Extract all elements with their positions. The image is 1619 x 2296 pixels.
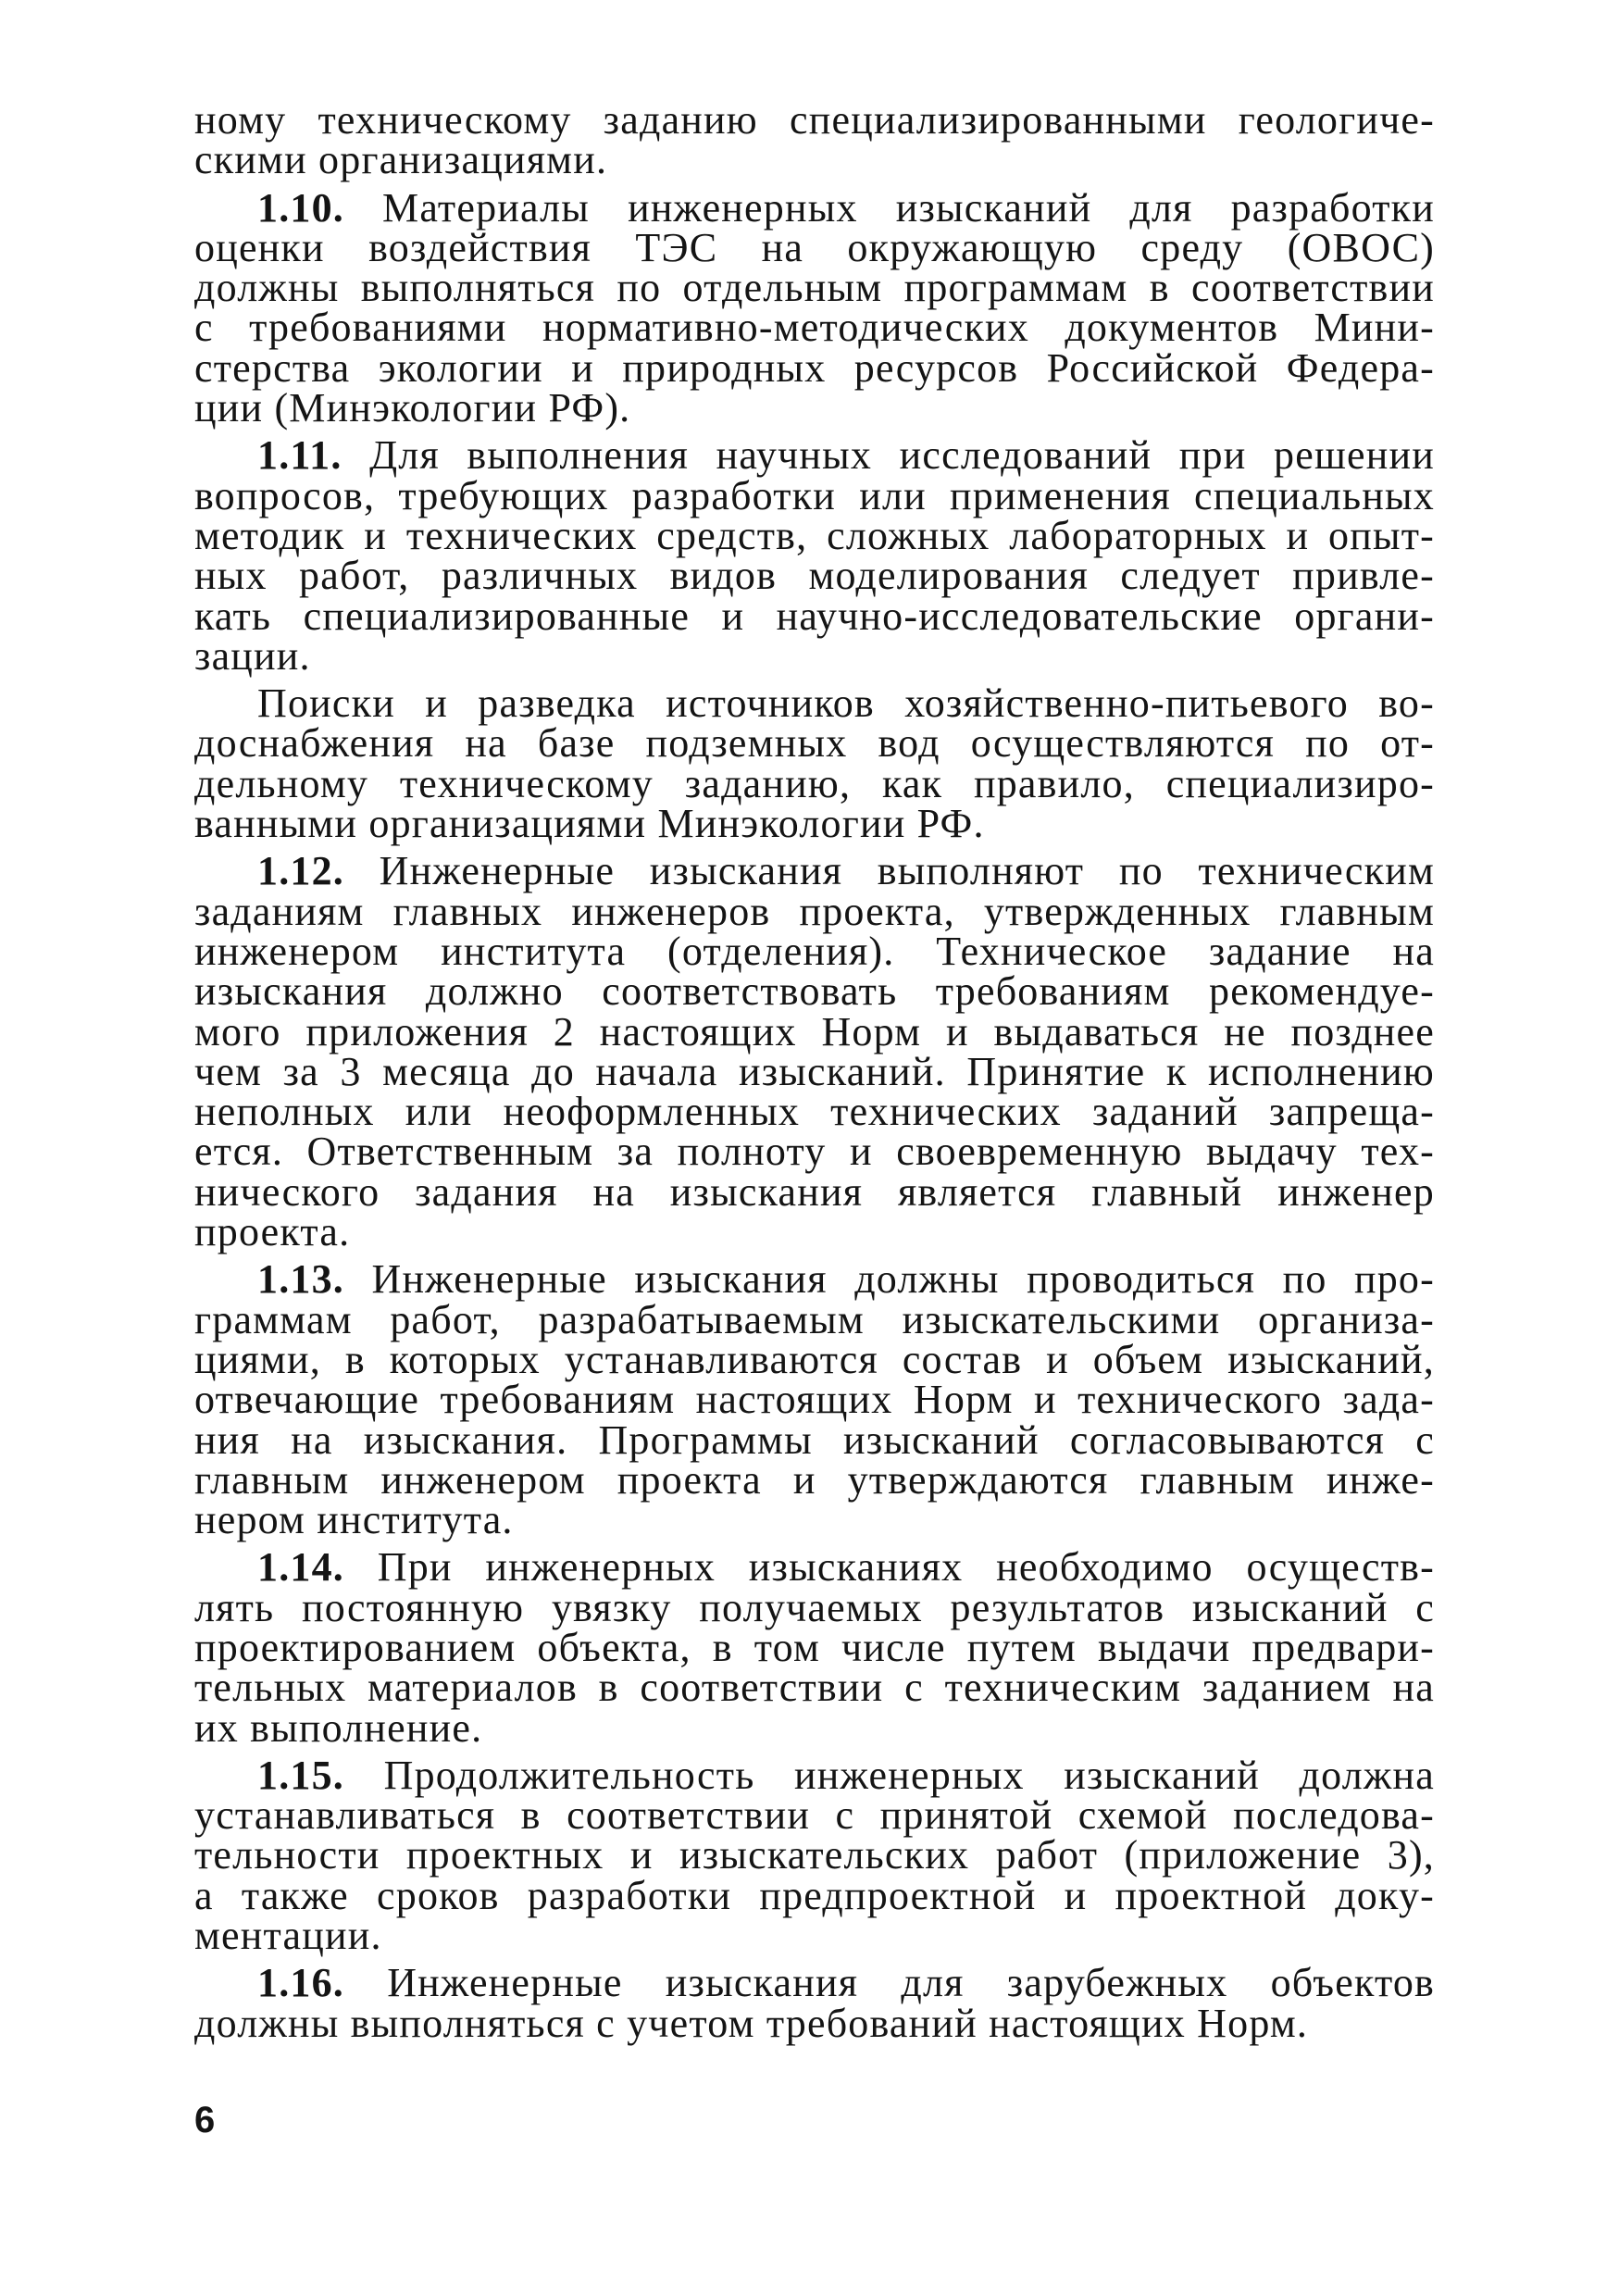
text-line: мого приложения 2 настоящих Норм и выдаваться не позднее: [194, 1008, 1435, 1054]
text-line: проекта.: [194, 1209, 351, 1255]
text-line: циями, в которых устанавливаются состав и объем изысканий,: [194, 1336, 1435, 1382]
text-line: оценки воздействия ТЭС на окружающую среду (ОВОС): [194, 224, 1435, 270]
text-line: ному техническому заданию специализированными геологиче-: [194, 97, 1435, 143]
text-line: нического задания на изыскания является главный инженер: [194, 1168, 1435, 1215]
paragraph-1-14: [194, 1544, 1435, 1751]
text-line: ментации.: [194, 1913, 382, 1959]
paragraph-1-13: [194, 1256, 1435, 1543]
text-line: 1.15. Продолжительность инженерных изысканий должна: [257, 1752, 1435, 1798]
text-line: Поиски и разведка источников хозяйственно-питьевого во-: [257, 680, 1435, 727]
text-line: доснабжения на базе подземных вод осуществляются по от-: [194, 720, 1435, 767]
text-line: зации.: [194, 632, 311, 679]
text-line: 1.16. Инженерные изыскания для зарубежных объектов: [257, 1960, 1435, 2006]
paragraph-number: 1.10.: [257, 184, 344, 231]
text-line: лять постоянную увязку получаемых результатов изысканий с: [194, 1584, 1435, 1630]
text-line: отвечающие требованиям настоящих Норм и технического зада-: [194, 1377, 1435, 1423]
paragraph-1-15: [194, 1752, 1435, 1959]
text-line: ется. Ответственным за полноту и своевременную выдачу тех-: [194, 1129, 1435, 1175]
text-line: инженером института (отделения). Техническое задание на: [194, 928, 1435, 974]
paragraph-number: 1.13.: [257, 1256, 344, 1303]
paragraph-number: 1.14.: [257, 1544, 344, 1591]
text-line: ванными организациями Минэкологии РФ.: [194, 801, 985, 847]
page-number: 6: [194, 2100, 216, 2140]
paragraph-continuation: [194, 97, 1435, 183]
paragraph-1-10: [194, 184, 1435, 431]
text-line: 1.10. Материалы инженерных изысканий для разработки: [257, 184, 1435, 231]
text-line: ных работ, различных видов моделирования следует привле-: [194, 553, 1435, 599]
text-line: с требованиями нормативно-методических документов Мини-: [194, 305, 1435, 351]
text-line: а также сроков разработки предпроектной и проектной доку-: [194, 1872, 1435, 1918]
text-line: 1.11. Для выполнения научных исследований при решении: [257, 432, 1435, 479]
paragraph-number: 1.16.: [257, 1960, 344, 2006]
text-line: кать специализированные и научно-исследовательские органи-: [194, 593, 1435, 639]
text-line: 1.12. Инженерные изыскания выполняют по техническим: [257, 848, 1435, 894]
text-line: дельному техническому заданию, как правило, специализиро-: [194, 760, 1435, 806]
text-line: неполных или неоформленных технических заданий запреща-: [194, 1089, 1435, 1135]
paragraph-number: 1.11.: [257, 432, 342, 479]
text-line: вопросов, требующих разработки или применения специальных: [194, 472, 1435, 518]
text-line: методик и технических средств, сложных лабораторных и опыт-: [194, 512, 1435, 558]
text-line: должны выполняться с учетом требований настоящих Норм.: [194, 2000, 1309, 2046]
text-line: тельности проектных и изыскательских работ (приложение 3),: [194, 1832, 1435, 1878]
text-line: устанавливаться в соответствии с принятой схемой последова-: [194, 1792, 1435, 1839]
text-line: их выполнение.: [194, 1704, 483, 1751]
text-line: ции (Минэкологии РФ).: [194, 385, 631, 431]
paragraph-1-12: [194, 848, 1435, 1255]
text-line: ния на изыскания. Программы изысканий согласовываются с: [194, 1416, 1435, 1463]
paragraph-water-supply: [194, 680, 1435, 847]
text-line: нером института.: [194, 1497, 514, 1543]
text-line: чем за 3 месяца до начала изысканий. Принятие к исполнению: [194, 1048, 1435, 1094]
text-line: 1.14. При инженерных изысканиях необходимо осуществ-: [257, 1544, 1435, 1591]
text-line: проектированием объекта, в том числе путем выдачи предвари-: [194, 1624, 1435, 1670]
document-page: [194, 97, 1435, 2046]
text-line: скими организациями.: [194, 137, 608, 183]
text-line: изыскания должно соответствовать требованиям рекомендуе-: [194, 968, 1435, 1015]
text-line: стерства экологии и природных ресурсов Российской Федера-: [194, 344, 1435, 391]
text-line: 1.13. Инженерные изыскания должны проводиться по про-: [257, 1256, 1435, 1303]
paragraph-1-16: [194, 1960, 1435, 2046]
text-line: главным инженером проекта и утверждаются главным инже-: [194, 1456, 1435, 1503]
paragraph-number: 1.12.: [257, 848, 344, 894]
paragraph-number: 1.15.: [257, 1752, 344, 1798]
text-line: тельных материалов в соответствии с техническим заданием на: [194, 1665, 1435, 1711]
paragraph-1-11: [194, 432, 1435, 679]
text-line: заданиям главных инженеров проекта, утвержденных главным: [194, 888, 1435, 934]
text-line: граммам работ, разрабатываемым изыскательскими организа-: [194, 1296, 1435, 1342]
text-line: должны выполняться по отдельным программам в соответствии: [194, 265, 1435, 311]
